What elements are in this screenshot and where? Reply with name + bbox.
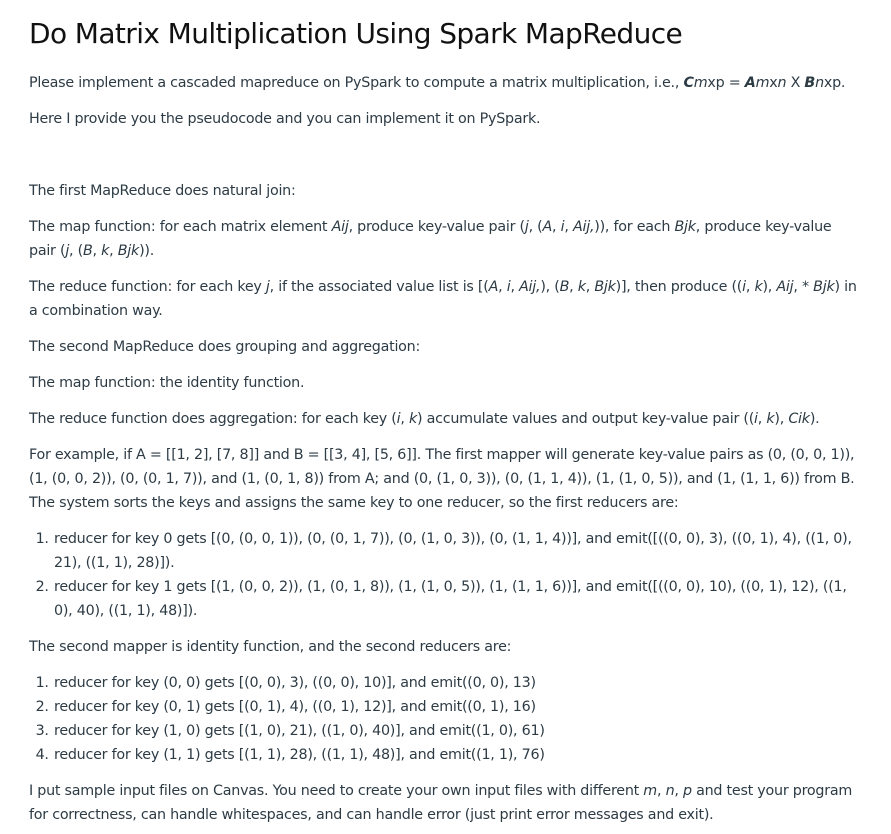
emphasis-text: m bbox=[643, 783, 657, 799]
second-mapper-intro: The second mapper is identity function, and the second reducers are: bbox=[29, 639, 512, 655]
second-reducers-list bbox=[29, 671, 862, 767]
emphasis-text: A bbox=[744, 75, 756, 91]
emphasis-text: j bbox=[524, 219, 529, 235]
emphasis-text: B bbox=[804, 75, 816, 91]
first-reduce-function: The reduce function: for each key j, if the associated value list is [(A, i, Aij,), (B, k, Bjk)], then produce ((i, k), Aij, * Bjk) in a combination way. bbox=[29, 279, 857, 319]
intro-paragraph: Please implement a cascaded mapreduce on PySpark to compute a matrix multiplication, i.e., Cmxp = Amxn X Bnxp. bbox=[29, 75, 846, 91]
emphasis-text: k bbox=[754, 279, 763, 295]
emphasis-text: j bbox=[65, 243, 70, 259]
emphasis-text: n bbox=[815, 75, 824, 91]
list-item: 4. reducer for key (1, 1) gets [(1, 1), 28), ((1, 1), 48)], and emit((1, 1), 76) bbox=[53, 743, 862, 767]
emphasis-text: Bjk bbox=[117, 243, 140, 259]
emphasis-text: Bjk bbox=[674, 219, 696, 235]
first-map-function: The map function: for each matrix element Aij, produce key-value pair (j, (A, i, Aij,)), for each Bjk, produce key-value pair (j, (B, k, Bjk)). bbox=[29, 219, 832, 259]
emphasis-text: i bbox=[506, 279, 511, 295]
emphasis-text: i bbox=[754, 411, 758, 427]
second-mapreduce-heading: The second MapReduce does grouping and aggregation: bbox=[29, 339, 421, 355]
emphasis-text: i bbox=[560, 219, 565, 235]
page-title: Do Matrix Multiplication Using Spark MapReduce bbox=[29, 17, 683, 50]
emphasis-text: A bbox=[488, 279, 499, 295]
emphasis-text: Aij bbox=[776, 279, 794, 295]
emphasis-text: Aij bbox=[331, 219, 349, 235]
example-paragraph: For example, if A = [[1, 2], [7, 8]] and B = [[3, 4], [5, 6]]. The first mapper will generate key-value pairs as (0, (0, 0, 1)), (1, (0, 0, 2)), (0, (0, 1, 7)), and (1, (0, 1, 8)) from A; and (0, (1, 0, 3)), (0, (1, 1, 4)), (1, (1, 0, 5)), and (1, (1, 1, 6)) from B. The system sorts the keys and assigns the same key to one reducer, so the first reducers are: bbox=[29, 447, 855, 511]
second-reduce-function: The reduce function does aggregation: for each key (i, k) accumulate values and output key-value pair ((i, k), Cik). bbox=[29, 411, 820, 427]
list-item: 1. reducer for key 0 gets [(0, (0, 0, 1)), (0, (0, 1, 7)), (0, (1, 0, 3)), (0, (1, 1, 4))], and emit([((0, 0), 3), ((0, 1), 4), ((1, 0), 21), ((1, 1), 28)]). bbox=[53, 527, 862, 575]
emphasis-text: B bbox=[82, 243, 93, 259]
emphasis-text: m bbox=[693, 75, 708, 91]
emphasis-text: k bbox=[577, 279, 586, 295]
closing-paragraph: I put sample input files on Canvas. You need to create your own input files with different m, n, p and test your program for correctness, can handle whitespaces, and can handle error (just print error messages and exit). bbox=[29, 783, 853, 823]
intro-paragraph-line2: Here I provide you the pseudocode and you can implement it on PySpark. bbox=[29, 111, 541, 127]
emphasis-text: Aij, bbox=[519, 279, 541, 295]
emphasis-text: k bbox=[408, 411, 417, 427]
list-item: 2. reducer for key 1 gets [(1, (0, 0, 2)), (1, (0, 1, 8)), (1, (1, 0, 5)), (1, (1, 1, 6))], and emit([((0, 0), 10), ((0, 1), 12), ((1, 0), 40), ((1, 1), 48)]). bbox=[53, 575, 862, 623]
emphasis-text: A bbox=[542, 219, 553, 235]
emphasis-text: i bbox=[742, 279, 746, 295]
emphasis-text: p bbox=[682, 783, 692, 799]
list-item: 1. reducer for key (0, 0) gets [(0, 0), 3), ((0, 0), 10)], and emit((0, 0), 13) bbox=[53, 671, 862, 695]
emphasis-text: i bbox=[396, 411, 401, 427]
emphasis-text: j bbox=[265, 279, 270, 295]
emphasis-text: Bjk bbox=[813, 279, 835, 295]
emphasis-text: k bbox=[766, 411, 775, 427]
spacer bbox=[29, 143, 862, 179]
second-map-function: The map function: the identity function. bbox=[29, 375, 305, 391]
first-mapreduce-heading: The first MapReduce does natural join: bbox=[29, 183, 296, 199]
emphasis-text: Bjk bbox=[594, 279, 616, 295]
list-item: 2. reducer for key (0, 1) gets [(0, 1), 4), ((0, 1), 12)], and emit((0, 1), 16) bbox=[53, 695, 862, 719]
emphasis-text: m bbox=[755, 75, 770, 91]
emphasis-text: Aij, bbox=[572, 219, 595, 235]
emphasis-text: B bbox=[559, 279, 570, 295]
emphasis-text: Cik bbox=[788, 411, 810, 427]
emphasis-text: C bbox=[683, 75, 694, 91]
first-reducers-list bbox=[29, 527, 862, 623]
list-item: 3. reducer for key (1, 0) gets [(1, 0), 21), ((1, 0), 40)], and emit((1, 0), 61) bbox=[53, 719, 862, 743]
emphasis-text: k bbox=[101, 243, 110, 259]
emphasis-text: n bbox=[777, 75, 787, 91]
emphasis-text: n bbox=[665, 783, 675, 799]
